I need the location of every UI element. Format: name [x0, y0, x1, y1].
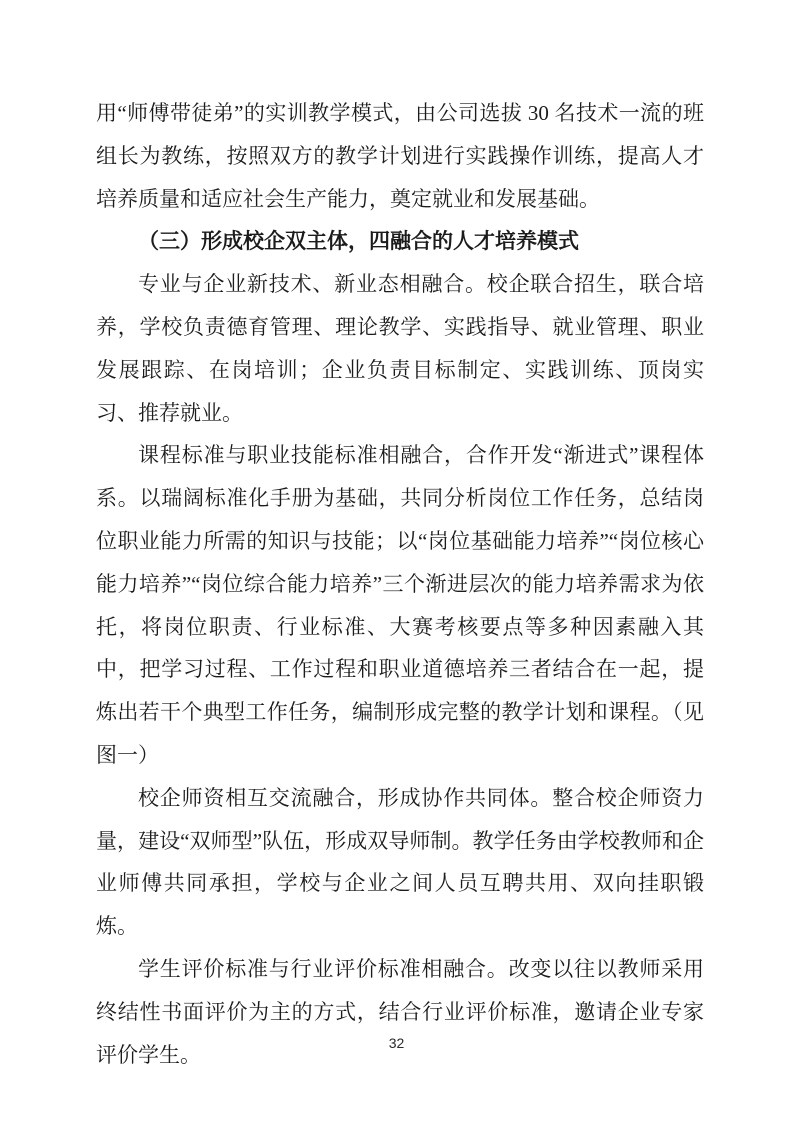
- paragraph: 专业与企业新技术、新业态相融合。校企联合招生，联合培养，学校负责德育管理、理论教学、实践指导、就业管理、职业发展跟踪、在岗培训；企业负责目标制定、实践训练、顶岗实习、推荐就业。: [96, 272, 704, 425]
- document-content: [96, 92, 704, 1076]
- section-heading: （三）形成校企双主体，四融合的人才培养模式: [138, 229, 579, 254]
- page-number: 32: [388, 1035, 405, 1051]
- paragraph: 用“师傅带徒弟”的实训教学模式，由公司选拔 30 名技术一流的班组长为教练，按照双方的教学计划进行实践操作训练，提高人才培养质量和适应社会生产能力，奠定就业和发展基础。: [96, 101, 704, 211]
- paragraph: 学生评价标准与行业评价标准相融合。改变以往以教师采用终结性书面评价为主的方式，结合行业评价标准，邀请企业专家评价学生。: [96, 956, 704, 1067]
- paragraph: 课程标准与职业技能标准相融合，合作开发“渐进式”课程体系。以瑞阔标准化手册为基础，共同分析岗位工作任务，总结岗位职业能力所需的知识与技能；以“岗位基础能力培养”“岗位核心能力培养”“岗位综合能力培养”三个渐进层次的能力培养需求为依托，将岗位职责、行业标准、大赛考核要点等多种因素融入其中，把学习过程、工作过程和职业道德培养三者结合在一起，提炼出若干个典型工作任务，编制形成完整的教学计划和课程。（见图一）: [96, 443, 704, 767]
- page-footer: [0, 1035, 793, 1053]
- paragraph: 校企师资相互交流融合，形成协作共同体。整合校企师资力量，建设“双师型”队伍，形成双导师制。教学任务由学校教师和企业师傅共同承担，学校与企业之间人员互聘共用、双向挂职锻炼。: [96, 785, 704, 939]
